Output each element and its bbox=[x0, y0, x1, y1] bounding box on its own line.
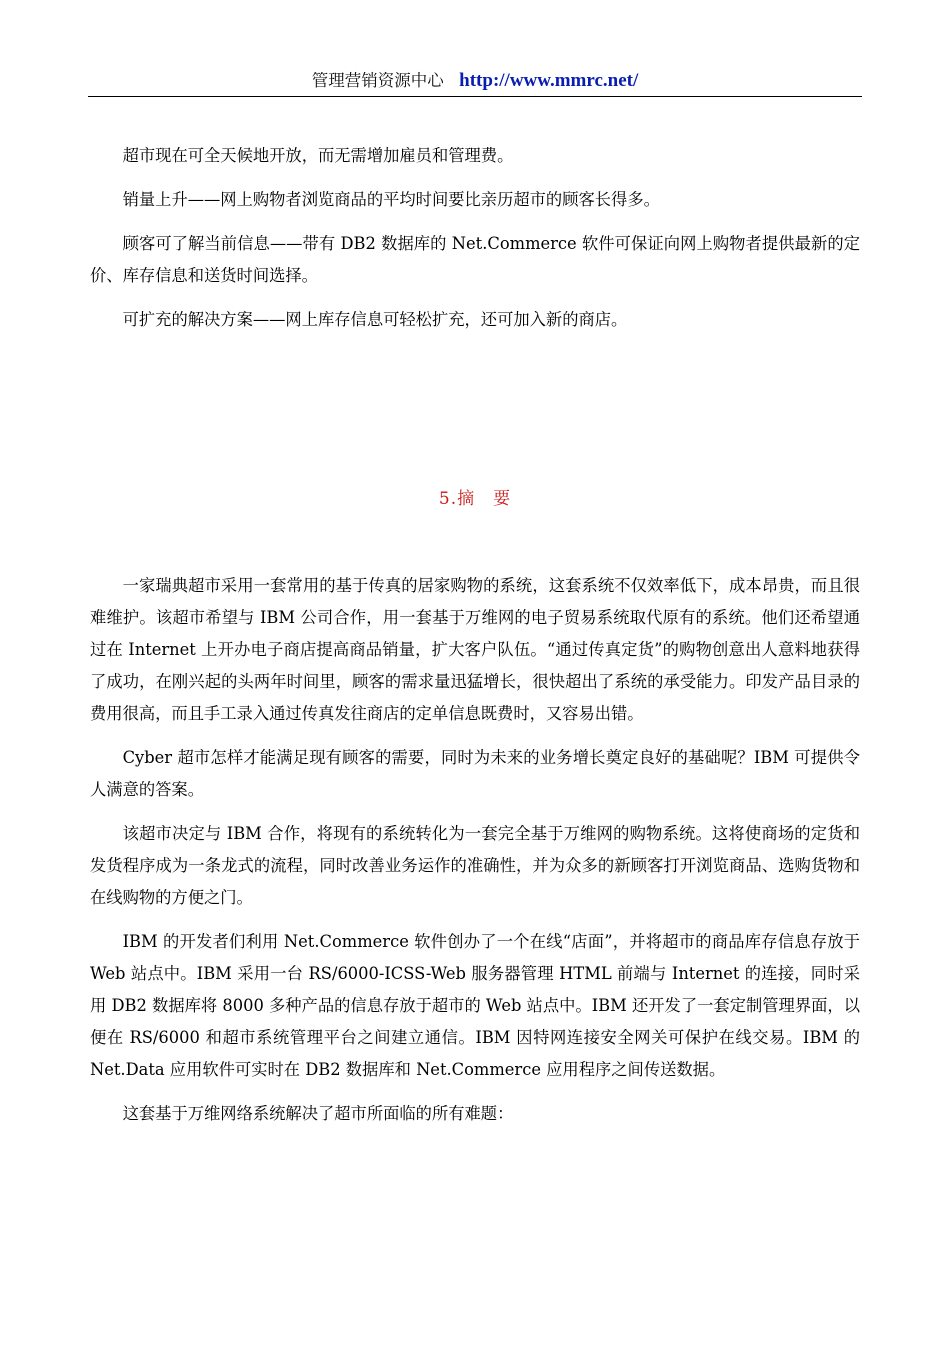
intro-paragraph: 顾客可了解当前信息——带有 DB2 数据库的 Net.Commerce 软件可保证向网上购物者提供最新的定价、库存信息和送货时间选择。 bbox=[90, 234, 860, 285]
summary-paragraph: 这套基于万维网络系统解决了超市所面临的所有难题： bbox=[122, 1104, 514, 1123]
page-header bbox=[88, 66, 862, 97]
site-name: 管理营销资源中心 bbox=[311, 71, 444, 90]
summary-paragraph: 一家瑞典超市采用一套常用的基于传真的居家购物的系统，这套系统不仅效率低下，成本昂贵，而且很难维护。该超市希望与 IBM 公司合作，用一套基于万维网的电子贸易系统取代原有的系统。他们还希望通过在 Internet 上开办电子商店提高商品销量，扩大客户队伍。“通过传真定货”的购物创意出人意料地获得了成功，在刚兴起的头两年时间里，顾客的需求量迅猛增长，很快超出了系统的承受能力。印发产品目录的费用很高，而且手工录入通过传真发往商店的定单信息既费时，又容易出错。 bbox=[90, 576, 860, 723]
section-title: 5.摘 要 bbox=[438, 489, 512, 509]
intro-section bbox=[90, 140, 860, 336]
summary-section bbox=[90, 570, 860, 1130]
summary-paragraph: Cyber 超市怎样才能满足现有顾客的需要，同时为未来的业务增长奠定良好的基础呢？IBM 可提供令人满意的答案。 bbox=[90, 748, 860, 799]
summary-paragraph: IBM 的开发者们利用 Net.Commerce 软件创办了一个在线“店面”，并将超市的商品库存信息存放于 Web 站点中。IBM 采用一台 RS/6000-ICSS-Web 服务器管理 HTML 前端与 Internet 的连接，同时采用 DB2 数据库将 8000 多种产品的信息存放于超市的 Web 站点中。IBM 还开发了一套定制管理界面，以便在 RS/6000 和超市系统管理平台之间建立通信。IBM 因特网连接安全网关可保护在线交易。IBM 的 Net.Data 应用软件可实时在 DB2 数据库和 Net.Commerce 应用程序之间传送数据。 bbox=[90, 932, 860, 1079]
intro-paragraph: 销量上升——网上购物者浏览商品的平均时间要比亲历超市的顾客长得多。 bbox=[122, 190, 660, 209]
intro-paragraph: 可扩充的解决方案——网上库存信息可轻松扩充，还可加入新的商店。 bbox=[122, 310, 628, 329]
intro-paragraph: 超市现在可全天候地开放，而无需增加雇员和管理费。 bbox=[122, 146, 514, 165]
site-url-link[interactable]: http://www.mmrc.net/ bbox=[459, 70, 639, 91]
summary-paragraph: 该超市决定与 IBM 合作，将现有的系统转化为一套完全基于万维网的购物系统。这将使商场的定货和发货程序成为一条龙式的流程，同时改善业务运作的准确性，并为众多的新顾客打开浏览商品、选购货物和在线购物的方便之门。 bbox=[90, 824, 860, 907]
